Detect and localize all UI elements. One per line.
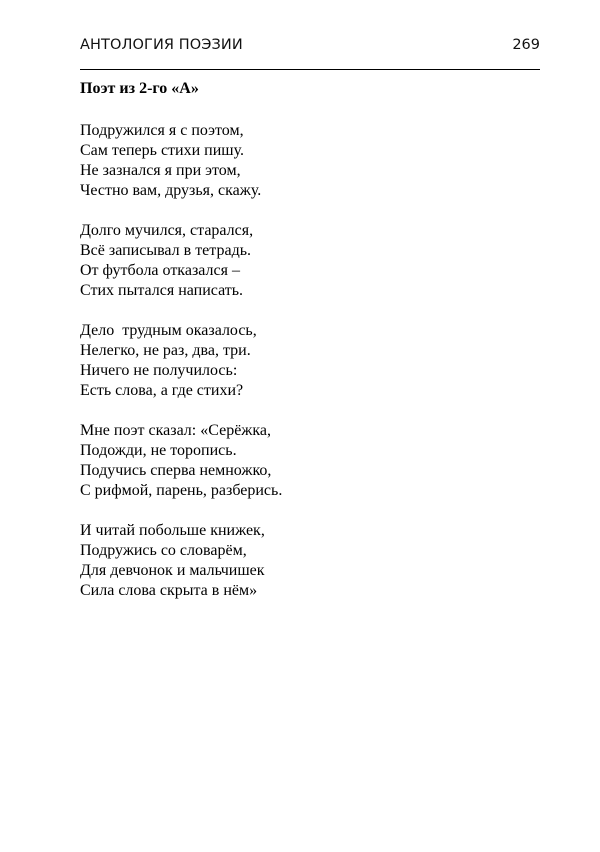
poem-line: Не зазнался я при этом, — [80, 162, 241, 179]
poem-line: Долго мучился, старался, — [80, 222, 254, 239]
poem-line: Есть слова, а где стихи? — [80, 382, 244, 399]
stanza — [80, 421, 282, 501]
poem-line: Подружись со словарём, — [80, 542, 247, 559]
poem-line: Всё записывал в тетрадь. — [80, 242, 252, 259]
poem-line: Ничего не получилось: — [80, 362, 238, 379]
poem-line: Подружился я с поэтом, — [80, 122, 244, 139]
poem-line: От футбола отказался – — [80, 262, 240, 279]
poem-title: Поэт из 2-го «А» — [80, 80, 199, 97]
page-number: 269 — [512, 37, 540, 53]
header-divider — [80, 69, 540, 70]
poem-line: Дело трудным оказалось, — [80, 322, 257, 339]
poem-line: Сила слова скрыта в нём» — [80, 582, 258, 599]
poem-line: Честно вам, друзья, скажу. — [80, 182, 262, 199]
stanza — [80, 521, 282, 601]
poem-line: Нелегко, не раз, два, три. — [80, 342, 251, 359]
poem-line: Подучись сперва немножко, — [80, 462, 272, 479]
poem-line: С рифмой, парень, разберись. — [80, 482, 283, 499]
book-title: АНТОЛОГИЯ ПОЭЗИИ — [80, 37, 243, 53]
stanza — [80, 321, 282, 401]
poem-line: Подожди, не торопись. — [80, 442, 237, 459]
stanza — [80, 121, 282, 201]
poem-body — [80, 121, 282, 621]
running-header — [80, 37, 540, 59]
stanza — [80, 221, 282, 301]
poem-line: Сам теперь стихи пишу. — [80, 142, 245, 159]
poem-line: Стих пытался написать. — [80, 282, 244, 299]
poem-line: И читай побольше книжек, — [80, 522, 265, 539]
poem-line: Для девчонок и мальчишек — [80, 562, 265, 579]
poem-line: Мне поэт сказал: «Серёжка, — [80, 422, 271, 439]
